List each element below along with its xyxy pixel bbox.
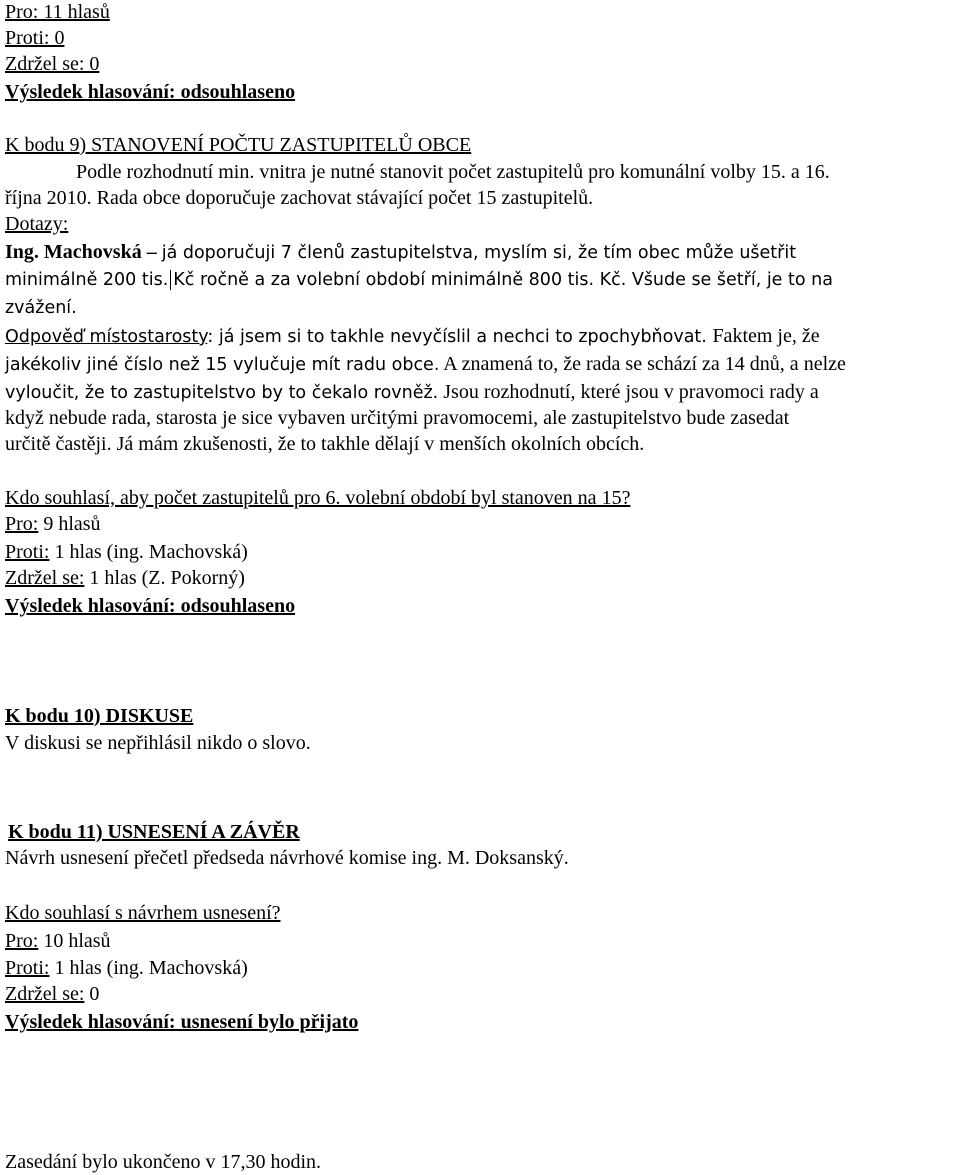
bod9-paragraph-line2: října 2010. Rada obce doporučuje zachovat stávající počet 15 zastupitelů. xyxy=(5,187,594,209)
bod11-text: Návrh usnesení přečetl předseda návrhové komise ing. M. Doksanský. xyxy=(5,847,569,869)
closing-text: Zasedání bylo ukončeno v 17,30 hodin. xyxy=(5,1151,322,1173)
question-text: já doporučuji 7 členů zastupitelstva, myslím si, že tím obec může ušetřit xyxy=(161,243,797,263)
prev-vote-proti: Proti: 0 xyxy=(5,27,65,49)
vote-label: Pro: xyxy=(5,930,39,952)
bod11-vote-result: Výsledek hlasování: usnesení bylo přijato xyxy=(5,1011,359,1033)
answer-text-serif: Jsou rozhodnutí, které jsou v pravomoci rady a xyxy=(443,381,819,403)
bod9-question-line2 xyxy=(5,268,833,292)
vote-value: 10 hlasů xyxy=(43,930,111,952)
bod9-vote-result: Výsledek hlasování: odsouhlaseno xyxy=(5,595,296,617)
vote-value: 9 hlasů xyxy=(43,513,101,535)
question-text-part-a: minimálně 200 tis. xyxy=(5,270,169,290)
answer-text-serif: Faktem je, že xyxy=(712,325,820,347)
bod9-vote-zdrzel xyxy=(5,566,245,590)
vote-value: 1 hlas (Z. Pokorný) xyxy=(89,567,245,589)
bod9-answer-line3 xyxy=(5,380,819,404)
bod9-dotazy-label: Dotazy: xyxy=(5,213,69,235)
answer-text-sans: vyloučit, že to zastupitelstvo by to čekalo rovněž. xyxy=(5,383,439,403)
questioner-name: Machovská – xyxy=(43,241,157,263)
bod11-vote-proti xyxy=(5,956,248,980)
bod10-text: V diskusi se nepřihlásil nikdo o slovo. xyxy=(5,732,311,754)
bod9-answer-line5: určitě častěji. Já mám zkušenosti, že to takhle dělají v menších okolních obcích. xyxy=(5,433,645,455)
vote-value: 0 xyxy=(89,983,100,1005)
bod9-question-line3: zvážení. xyxy=(5,298,77,318)
prev-vote-pro: Pro: 11 hlasů xyxy=(5,1,110,23)
bod9-vote-proti xyxy=(5,540,248,564)
answer-label: Odpověď místostarosty xyxy=(5,327,208,347)
vote-value: 1 hlas (ing. Machovská) xyxy=(54,957,248,979)
vote-label: Proti: xyxy=(5,541,50,563)
bod9-answer-line2 xyxy=(5,352,846,376)
vote-label: Pro: xyxy=(5,513,39,535)
bod11-vote-zdrzel xyxy=(5,982,99,1006)
bod10-heading: K bodu 10) DISKUSE xyxy=(5,705,194,727)
bod9-vote-question: Kdo souhlasí, aby počet zastupitelů pro 6. volební období byl stanoven na 15? xyxy=(5,487,631,509)
vote-value: 1 hlas (ing. Machovská) xyxy=(54,541,248,563)
answer-text-serif: A znamená to, že rada se schází za 14 dnů, a nelze xyxy=(443,353,846,375)
questioner-title: Ing. xyxy=(5,241,39,263)
bod9-heading: K bodu 9) STANOVENÍ POČTU ZASTUPITELŮ OBCE xyxy=(5,134,472,156)
prev-vote-zdrzel: Zdržel se: 0 xyxy=(5,53,100,75)
prev-vote-result: Výsledek hlasování: odsouhlaseno xyxy=(5,81,296,103)
answer-text: : já jsem si to takhle nevyčíslil a nechci to zpochybňovat. xyxy=(207,327,707,347)
bod9-vote-pro xyxy=(5,512,101,536)
bod9-answer-line1 xyxy=(5,324,820,348)
vote-label: Zdržel se: xyxy=(5,567,85,589)
bod9-answer-line4: když nebude rada, starosta je sice vybaven určitými pravomocemi, ale zastupitelstvo bude zasedat xyxy=(5,407,790,429)
bod11-vote-pro xyxy=(5,929,111,953)
bod9-question-line1 xyxy=(5,240,796,264)
vote-label: Zdržel se: xyxy=(5,983,85,1005)
answer-text-sans: jakékoliv jiné číslo než 15 vylučuje mít radu obce. xyxy=(5,355,440,375)
question-text-part-b: Kč ročně a za volební období minimálně 800 tis. Kč. Všude se šetří, je to na xyxy=(170,270,833,290)
bod11-vote-question: Kdo souhlasí s návrhem usnesení? xyxy=(5,902,281,924)
bod9-paragraph-line1: Podle rozhodnutí min. vnitra je nutné stanovit počet zastupitelů pro komunální volby 15. a 16. xyxy=(76,161,830,183)
vote-label: Proti: xyxy=(5,957,50,979)
bod11-heading: K bodu 11) USNESENÍ A ZÁVĚR xyxy=(8,821,300,843)
